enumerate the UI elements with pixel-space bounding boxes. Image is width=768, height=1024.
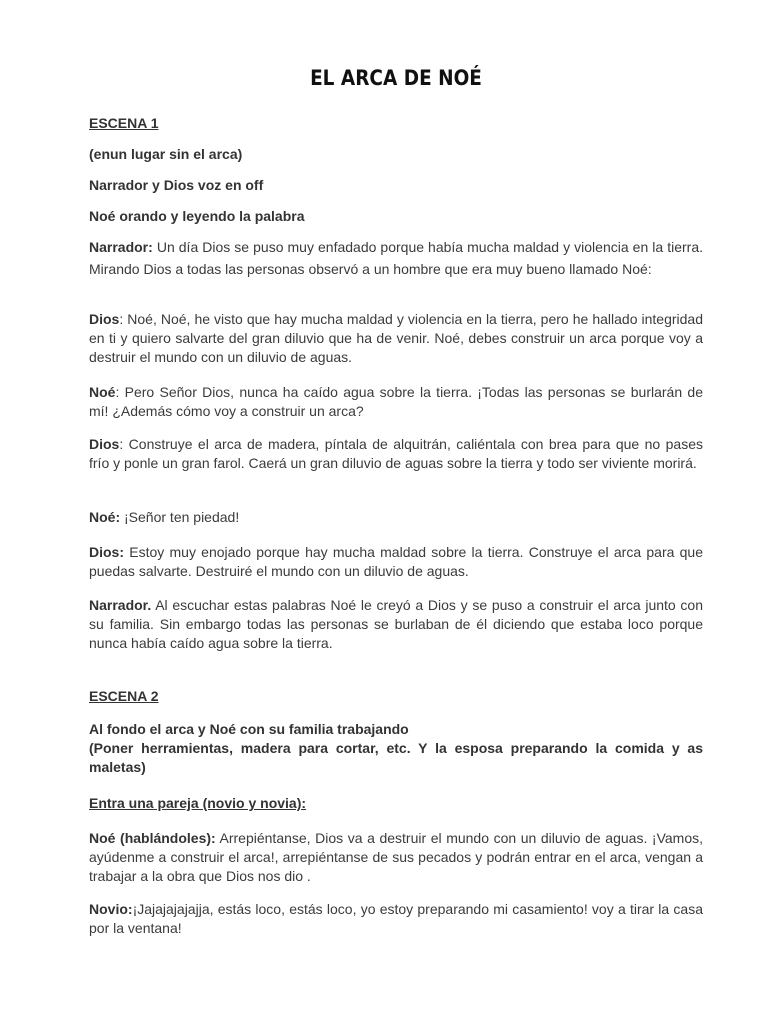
speaker-name: Dios xyxy=(89,436,120,452)
dialogue-text: ¡Jajajajajajja, estás loco, estás loco, yo estoy preparando mi casamiento! voy a tirar la casa por la ventana! xyxy=(89,901,703,936)
dialogue-line xyxy=(89,435,703,473)
speaker-name: Noé: xyxy=(89,509,121,525)
speaker-name: Novio: xyxy=(89,901,133,917)
dialogue-line xyxy=(89,596,703,653)
scene2-entrance: Entra una pareja (novio y novia): xyxy=(89,795,307,811)
scene2-setting: Al fondo el arca y Noé con su familia trabajando xyxy=(89,721,409,737)
dialogue-text: : Noé, Noé, he visto que hay mucha maldad y violencia en la tierra, pero he hallado integridad en ti y quiero salvarte del gran diluvio que ha de venir. Noé, debes construir un arca porque voy a destruir el mundo con un diluvio de aguas. xyxy=(89,311,703,365)
dialogue-text: : Construye el arca de madera, píntala de alquitrán, caliéntala con brea para que no pases frío y ponle un gran farol. Caerá un gran diluvio de aguas sobre la tierra y todo ser viviente morirá. xyxy=(89,436,703,471)
dialogue-text: Al escuchar estas palabras Noé le creyó a Dios y se puso a construir el arca junto con su familia. Sin embargo todas las personas se burlaban de él diciendo que estaba loco porque nunca había caído agua sobre la tierra. xyxy=(89,597,703,651)
scene2-setting-note: (Poner herramientas, madera para cortar, etc. Y la esposa preparando la comida y as maletas) xyxy=(89,740,703,775)
speaker-name: Dios xyxy=(89,311,120,327)
speaker-name: Noé (hablándoles): xyxy=(89,830,216,846)
speaker-name: Noé xyxy=(89,384,116,400)
dialogue-text: : Pero Señor Dios, nunca ha caído agua sobre la tierra. ¡Todas las personas se burlarán de mí! ¿Además cómo voy a construir un arca? xyxy=(89,384,703,419)
scene2-heading: ESCENA 2 xyxy=(89,688,159,704)
dialogue-line xyxy=(89,383,703,421)
scene1-action: Noé orando y leyendo la palabra xyxy=(89,208,305,224)
speaker-name: Narrador. xyxy=(89,597,152,613)
dialogue-line xyxy=(89,508,703,527)
dialogue-text: ¡Señor ten piedad! xyxy=(120,509,240,525)
dialogue-line xyxy=(89,829,703,886)
speaker-name: Dios: xyxy=(89,544,124,560)
document-title: EL ARCA DE NOÉ xyxy=(310,66,482,90)
dialogue-text: Estoy muy enojado porque hay mucha maldad sobre la tierra. Construye el arca para que puedas salvarte. Destruiré el mundo con un diluvio de aguas. xyxy=(89,544,703,579)
dialogue-line xyxy=(89,543,703,581)
dialogue-line xyxy=(89,310,703,367)
dialogue-line xyxy=(89,236,703,280)
speaker-name: Narrador: xyxy=(89,239,153,255)
dialogue-text: Arrepiéntanse, Dios va a destruir el mundo con un diluvio de aguas. ¡Vamos, ayúdenme a construir el arca!, arrepiéntanse de sus pecados y podrán entrar en el arca, vengan a trabajar a la obra que Dios nos dio . xyxy=(89,830,703,884)
scene1-cast: Narrador y Dios voz en off xyxy=(89,177,264,193)
dialogue-line xyxy=(89,900,703,938)
scene1-heading: ESCENA 1 xyxy=(89,115,159,131)
dialogue-text: Un día Dios se puso muy enfadado porque había mucha maldad y violencia en la tierra. Mirando Dios a todas las personas observó a un hombre que era muy bueno llamado Noé: xyxy=(89,239,703,277)
scene1-setting: (enun lugar sin el arca) xyxy=(89,146,243,162)
